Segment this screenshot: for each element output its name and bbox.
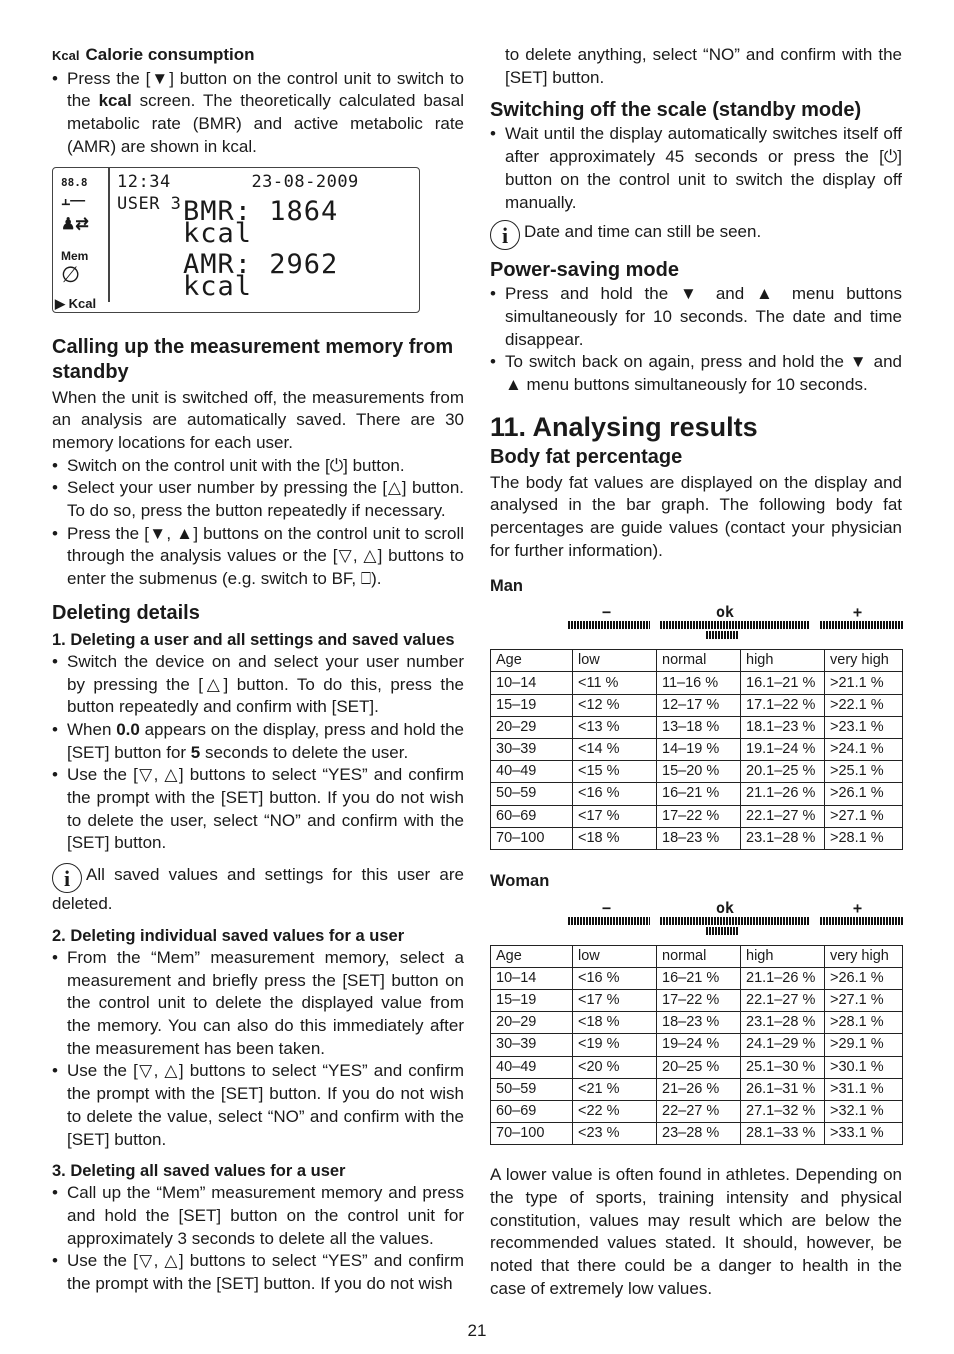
header-cell: normal — [657, 945, 741, 967]
text-part: seconds to delete the user. — [200, 742, 409, 762]
del3-list — [52, 1182, 464, 1296]
cell: <23 % — [573, 1123, 657, 1145]
cell: 11–16 % — [657, 672, 741, 694]
text-bold: 0.0 — [116, 719, 140, 739]
woman-bar-graph — [490, 897, 902, 945]
analysing-heading: 11. Analysing results — [490, 411, 758, 442]
cell: <11 % — [573, 672, 657, 694]
cell: 40–49 — [491, 1056, 573, 1078]
bar-normal — [660, 621, 810, 629]
table-row — [491, 716, 903, 738]
cell: 17–22 % — [657, 990, 741, 1012]
power-heading: Power-saving mode — [490, 259, 679, 282]
cell: <14 % — [573, 739, 657, 761]
cell: 13–18 % — [657, 716, 741, 738]
cell: 22.1–27 % — [741, 990, 825, 1012]
lcd-divider — [108, 168, 110, 302]
cell: 40–49 — [491, 761, 573, 783]
list-item: • Call up the “Mem” measurement memory and press and hold the [SET] button on the control unit for approximately 3 seconds to delete all the values. — [52, 1182, 464, 1250]
kcal-heading — [52, 44, 464, 68]
person-icon: ♟⇄ — [61, 215, 89, 233]
cell: 10–14 — [491, 672, 573, 694]
cell: 23.1–28 % — [741, 1012, 825, 1034]
cell: 30–39 — [491, 739, 573, 761]
segment-88-icon: 88.8 — [61, 175, 88, 189]
table-row — [491, 1034, 903, 1056]
cell: >30.1 % — [825, 1056, 903, 1078]
table-header-row — [491, 650, 903, 672]
kcal-title: Calorie consumption — [85, 45, 255, 64]
cell: <17 % — [573, 990, 657, 1012]
table-row — [491, 967, 903, 989]
cell: >28.1 % — [825, 827, 903, 849]
cell: >22.1 % — [825, 694, 903, 716]
closing-paragraph: A lower value is often found in athletes. Depending on the type of sports, training intensity and physical constitution, values may result which are below the recommended values stated. It should, however, be noted that there could be a danger to health in the case of extremely low values. — [490, 1165, 902, 1298]
ok-mark: ok — [716, 898, 735, 917]
kcal-list — [52, 68, 464, 159]
cell: 15–20 % — [657, 761, 741, 783]
table-row — [491, 761, 903, 783]
bodyfat-paragraph: The body fat values are displayed on the display and analysed in the bar graph. The following body fat percentages are guide values (contact your physician for further information). — [490, 472, 902, 560]
del1-heading: 1. Deleting a user and all settings and saved values — [52, 630, 455, 649]
header-cell: normal — [657, 650, 741, 672]
cell: 16–21 % — [657, 967, 741, 989]
table-row — [491, 672, 903, 694]
calling-paragraph: When the unit is switched off, the measurements from an analysis are automatically saved. There are 30 memory locations for each user. — [52, 387, 464, 452]
cell: 28.1–33 % — [741, 1123, 825, 1145]
text-bold: 5 — [190, 742, 201, 762]
text-part: appears on the display, press and hold the [SET] button for — [67, 719, 464, 762]
plus-mark: + — [853, 898, 863, 917]
text-bold: kcal — [98, 91, 132, 111]
cell: 24.1–29 % — [741, 1034, 825, 1056]
table-row — [491, 1078, 903, 1100]
list-item: • Press the [▼, ▲] buttons on the control unit to scroll through the analysis values or the [▽, △] buttons to enter the submenus (e.g. switch to BF, ⎕). — [52, 523, 464, 591]
cell: 70–100 — [491, 1123, 573, 1145]
ok-mark: ok — [716, 603, 735, 622]
lcd-time: 12:34 — [117, 171, 171, 192]
del2-list — [52, 947, 464, 1151]
man-table — [490, 649, 903, 850]
header-cell: Age — [491, 945, 573, 967]
cell: <18 % — [573, 1012, 657, 1034]
cell: <16 % — [573, 967, 657, 989]
cell: >32.1 % — [825, 1100, 903, 1122]
phi-icon: ∅ — [61, 261, 81, 287]
info-text: All saved values and settings for this user are deleted. — [52, 865, 464, 914]
cell: 14–19 % — [657, 739, 741, 761]
cell: 20–25 % — [657, 1056, 741, 1078]
cell: 30–39 — [491, 1034, 573, 1056]
cell: 50–59 — [491, 783, 573, 805]
woman-label: Woman — [490, 871, 550, 890]
cell: 16–21 % — [657, 783, 741, 805]
cell: >29.1 % — [825, 1034, 903, 1056]
table-row — [491, 694, 903, 716]
cell: <22 % — [573, 1100, 657, 1122]
power-list — [490, 283, 902, 397]
cell: >27.1 % — [825, 805, 903, 827]
table-header-row — [491, 945, 903, 967]
woman-table — [490, 945, 903, 1146]
low-mark: − — [602, 603, 612, 622]
bar-normal — [660, 917, 810, 925]
low-mark: − — [602, 898, 612, 917]
standby-heading: Switching off the scale (standby mode) — [490, 99, 862, 122]
cell: >31.1 % — [825, 1078, 903, 1100]
kcal-tag: Kcal — [52, 48, 80, 63]
bar-low — [568, 917, 650, 925]
cell: 10–14 — [491, 967, 573, 989]
page-number: 21 — [467, 1321, 487, 1340]
header-cell: high — [741, 945, 825, 967]
cell: 16.1–21 % — [741, 672, 825, 694]
header-cell: very high — [825, 650, 903, 672]
table-row — [491, 827, 903, 849]
list-item: • To switch back on again, press and hold the ▼ and ▲ menu buttons simultaneously for 10 seconds. — [490, 351, 902, 396]
table-row — [491, 739, 903, 761]
woman-table-body — [491, 945, 903, 1145]
cell: 23–28 % — [657, 1123, 741, 1145]
cell: 20–29 — [491, 716, 573, 738]
cell: >26.1 % — [825, 783, 903, 805]
cell: 27.1–32 % — [741, 1100, 825, 1122]
table-row — [491, 990, 903, 1012]
plus-mark: + — [853, 603, 863, 622]
mem-label: Mem — [61, 248, 89, 263]
lcd-display — [52, 167, 420, 313]
list-item: • Use the [▽, △] buttons to select “YES” and confirm the prompt with the [SET] button. If you do not wish to delete the value, select “NO” and confirm with the [SET] button. — [52, 1060, 464, 1151]
bar-high — [820, 917, 903, 925]
cell: 17.1–22 % — [741, 694, 825, 716]
header-cell: low — [573, 945, 657, 967]
text-part: screen. The theoretically calculated basal metabolic rate (BMR) and active metabolic rate (AMR) are shown in kcal. — [67, 91, 464, 156]
bar-normal-sub — [706, 927, 738, 935]
cell: <16 % — [573, 783, 657, 805]
cell: >25.1 % — [825, 761, 903, 783]
table-row — [491, 1012, 903, 1034]
text-part: When — [67, 719, 117, 739]
cell: 25.1–30 % — [741, 1056, 825, 1078]
cell: >23.1 % — [825, 716, 903, 738]
bar-normal-sub — [706, 631, 738, 639]
cell: 60–69 — [491, 1100, 573, 1122]
scale-icon: ⫠— — [61, 191, 86, 209]
man-table-body — [491, 650, 903, 850]
list-item: • Use the [▽, △] buttons to select “YES” and confirm the prompt with the [SET] button. If you do not wish — [52, 1250, 464, 1295]
cell: 50–59 — [491, 1078, 573, 1100]
cell: >21.1 % — [825, 672, 903, 694]
cell: <17 % — [573, 805, 657, 827]
table-row — [491, 805, 903, 827]
cell: 15–19 — [491, 990, 573, 1012]
header-cell: high — [741, 650, 825, 672]
cell: <15 % — [573, 761, 657, 783]
right-column — [490, 44, 902, 1301]
list-item: • Select your user number by pressing the [△] button. To do so, press the button repeatedly if necessary. — [52, 477, 464, 522]
cell: 18–23 % — [657, 1012, 741, 1034]
list-item — [52, 719, 464, 764]
table-row — [491, 1100, 903, 1122]
cell: >28.1 % — [825, 1012, 903, 1034]
cell: >24.1 % — [825, 739, 903, 761]
table-row — [491, 1056, 903, 1078]
header-cell: very high — [825, 945, 903, 967]
bar-low — [568, 621, 650, 629]
cell: 70–100 — [491, 827, 573, 849]
cell: 17–22 % — [657, 805, 741, 827]
lcd-date: 23-08-2009 — [251, 171, 359, 192]
cell: >27.1 % — [825, 990, 903, 1012]
cell: 22–27 % — [657, 1100, 741, 1122]
info-note-1 — [52, 863, 464, 916]
del2-heading: 2. Deleting individual saved values for a user — [52, 926, 405, 945]
cell: <13 % — [573, 716, 657, 738]
man-bar-graph — [490, 601, 902, 649]
del1-list — [52, 651, 464, 855]
calling-heading: Calling up the measurement memory from standby — [52, 335, 454, 383]
left-column — [52, 44, 464, 1296]
table-row — [491, 783, 903, 805]
bodyfat-heading: Body fat percentage — [490, 445, 683, 468]
cell: 21.1–26 % — [741, 783, 825, 805]
cell: 23.1–28 % — [741, 827, 825, 849]
cell: <12 % — [573, 694, 657, 716]
cell: 20–29 — [491, 1012, 573, 1034]
list-item: • Switch on the control unit with the [⏻] button. — [52, 455, 464, 478]
deleting-heading: Deleting details — [52, 601, 200, 624]
cell: 22.1–27 % — [741, 805, 825, 827]
cell: >33.1 % — [825, 1123, 903, 1145]
cell: <19 % — [573, 1034, 657, 1056]
list-item: • Use the [▽, △] buttons to select “YES” and confirm the prompt with the [SET] button. If you do not wish to delete the user, select “NO” and confirm with the [SET] button. — [52, 764, 464, 855]
cell: <18 % — [573, 827, 657, 849]
man-label: Man — [490, 576, 523, 595]
info-text: Date and time can still be seen. — [524, 222, 762, 242]
header-cell: Age — [491, 650, 573, 672]
del3-heading: 3. Deleting all saved values for a user — [52, 1162, 346, 1181]
info-icon: i — [52, 863, 82, 893]
bar-high — [820, 621, 903, 629]
continued-text: to delete anything, select “NO” and confirm with the [SET] button. — [505, 45, 902, 87]
table-row — [491, 1123, 903, 1145]
lcd-amr: AMR: 2962 kcal — [183, 248, 339, 303]
cell: >26.1 % — [825, 967, 903, 989]
cell: 19–24 % — [657, 1034, 741, 1056]
cell: 26.1–31 % — [741, 1078, 825, 1100]
cell: 12–17 % — [657, 694, 741, 716]
cell: 18.1–23 % — [741, 716, 825, 738]
cell: 21.1–26 % — [741, 967, 825, 989]
cell: <21 % — [573, 1078, 657, 1100]
cell: 60–69 — [491, 805, 573, 827]
cell: <20 % — [573, 1056, 657, 1078]
standby-list — [490, 123, 902, 214]
kcal-indicator: ▶ Kcal — [55, 295, 97, 311]
list-item — [52, 68, 464, 159]
info-note-2 — [490, 220, 902, 250]
lcd-user: USER 3 — [117, 194, 182, 215]
header-cell: low — [573, 650, 657, 672]
info-icon: i — [490, 220, 520, 250]
list-item: • Switch the device on and select your user number by pressing the [△] button. To do this, press the button repeatedly and confirm with [SET]. — [52, 651, 464, 719]
cell: 19.1–24 % — [741, 739, 825, 761]
cell: 15–19 — [491, 694, 573, 716]
list-item: • Press and hold the ▼ and ▲ menu buttons simultaneously for 10 seconds. The date and time disappear. — [490, 283, 902, 351]
cell: 18–23 % — [657, 827, 741, 849]
list-item: • From the “Mem” measurement memory, select a measurement and briefly press the [SET] button on the control unit to delete the displayed value from the memory. You can also do this immediately after the measurement has been taken. — [52, 947, 464, 1061]
list-item: • Wait until the display automatically switches itself off after approximately 45 seconds or press the [⏻] button on the control unit to switch the display off manually. — [490, 123, 902, 214]
cell: 20.1–25 % — [741, 761, 825, 783]
cell: 21–26 % — [657, 1078, 741, 1100]
calling-list — [52, 455, 464, 591]
text-part: Press the [▼] button on the control unit to switch to the — [67, 68, 464, 111]
lcd-bmr: BMR: 1864 kcal — [183, 195, 339, 250]
